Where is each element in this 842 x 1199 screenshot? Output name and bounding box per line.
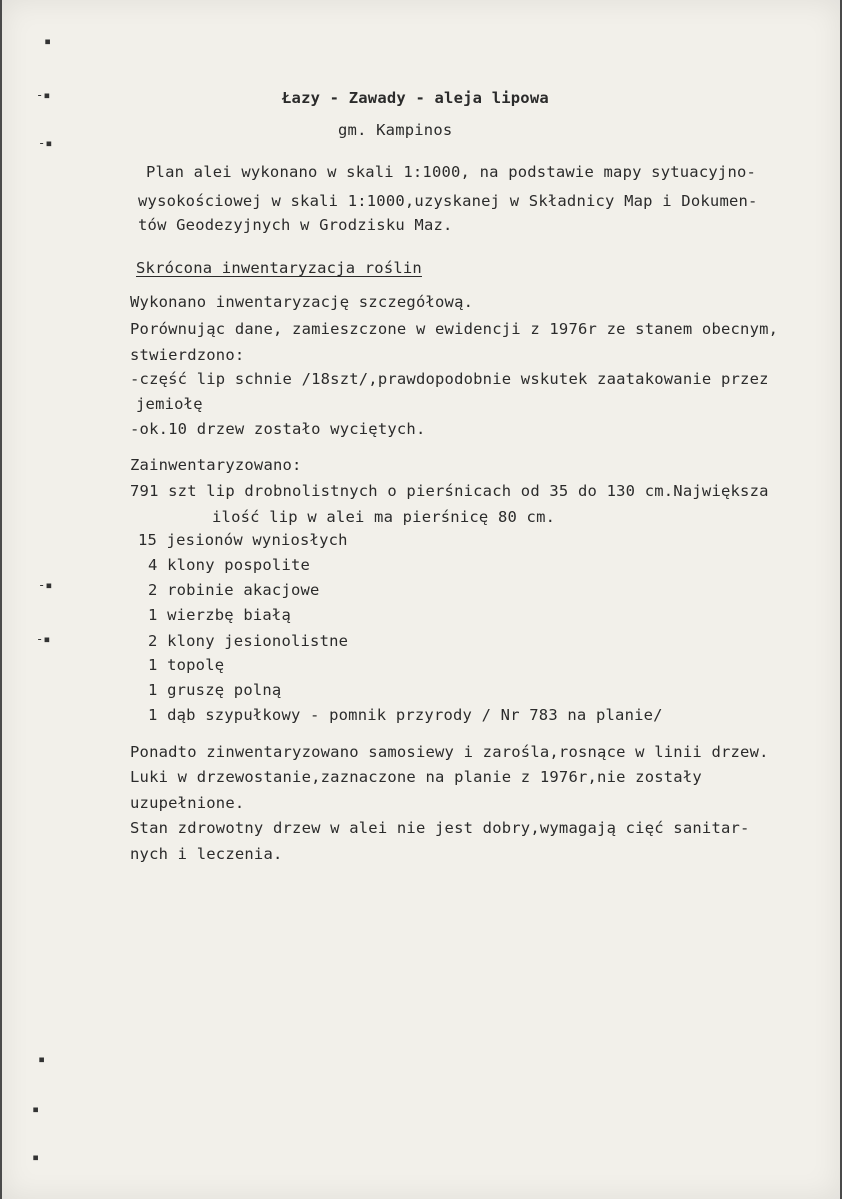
body-line: jemiołę bbox=[136, 395, 203, 413]
closing-line: Luki w drzewostanie,zaznaczone na planie z 1976r,nie zostały bbox=[130, 768, 702, 786]
body-line: Porównując dane, zamieszczone w ewidencji z 1976r ze stanem obecnym, bbox=[130, 320, 779, 338]
page-title: Łazy - Zawady - aleja lipowa bbox=[282, 89, 549, 107]
margin-mark: -▪ bbox=[36, 88, 51, 102]
intro-line: Plan alei wykonano w skali 1:1000, na podstawie mapy sytuacyjno- bbox=[146, 163, 757, 181]
closing-line: Stan zdrowotny drzew w alei nie jest dobry,wymagają cięć sanitar- bbox=[130, 819, 750, 837]
inventory-item: 1 gruszę polną bbox=[148, 681, 282, 699]
body-line: -część lip schnie /18szt/,prawdopodobnie wskutek zaatakowanie przez bbox=[130, 370, 769, 388]
intro-line: wysokościowej w skali 1:1000,uzyskanej w Składnicy Map i Dokumen- bbox=[138, 192, 758, 210]
inventory-main-line: 791 szt lip drobnolistnych o pierśnicach od 35 do 130 cm.Największa bbox=[130, 482, 769, 500]
margin-mark: -▪ bbox=[36, 632, 51, 646]
document-page bbox=[2, 0, 840, 1199]
page-subtitle: gm. Kampinos bbox=[338, 121, 453, 139]
intro-line: tów Geodezyjnych w Grodzisku Maz. bbox=[138, 216, 453, 234]
inventory-item: 1 wierzbę białą bbox=[148, 606, 291, 624]
body-line: stwierdzono: bbox=[130, 346, 245, 364]
margin-mark: -▪ bbox=[38, 578, 53, 592]
closing-line: Ponadto zinwentaryzowano samosiewy i zarośla,rosnące w linii drzew. bbox=[130, 743, 769, 761]
inventory-item: 1 dąb szypułkowy - pomnik przyrody / Nr 783 na planie/ bbox=[148, 706, 663, 724]
inventory-item: 2 klony jesionolistne bbox=[148, 632, 349, 650]
inventory-item: 2 robinie akacjowe bbox=[148, 581, 320, 599]
section-heading: Skrócona inwentaryzacja roślin bbox=[136, 259, 422, 277]
inventory-item: 15 jesionów wyniosłych bbox=[138, 531, 348, 549]
body-line: Wykonano inwentaryzację szczegółową. bbox=[130, 293, 474, 311]
margin-mark: ▪ bbox=[38, 1052, 46, 1066]
closing-line: uzupełnione. bbox=[130, 794, 245, 812]
margin-mark: -▪ bbox=[38, 136, 53, 150]
inventory-item: 1 topolę bbox=[148, 656, 225, 674]
inventory-heading: Zainwentaryzowano: bbox=[130, 456, 302, 474]
inventory-main-line: ilość lip w alei ma pierśnicę 80 cm. bbox=[212, 508, 556, 526]
inventory-item: 4 klony pospolite bbox=[148, 556, 311, 574]
closing-line: nych i leczenia. bbox=[130, 845, 283, 863]
margin-mark: ▪ bbox=[32, 1150, 40, 1164]
margin-mark: ▪ bbox=[44, 34, 52, 48]
body-line: -ok.10 drzew zostało wyciętych. bbox=[130, 420, 426, 438]
margin-mark: ▪ bbox=[32, 1102, 40, 1116]
